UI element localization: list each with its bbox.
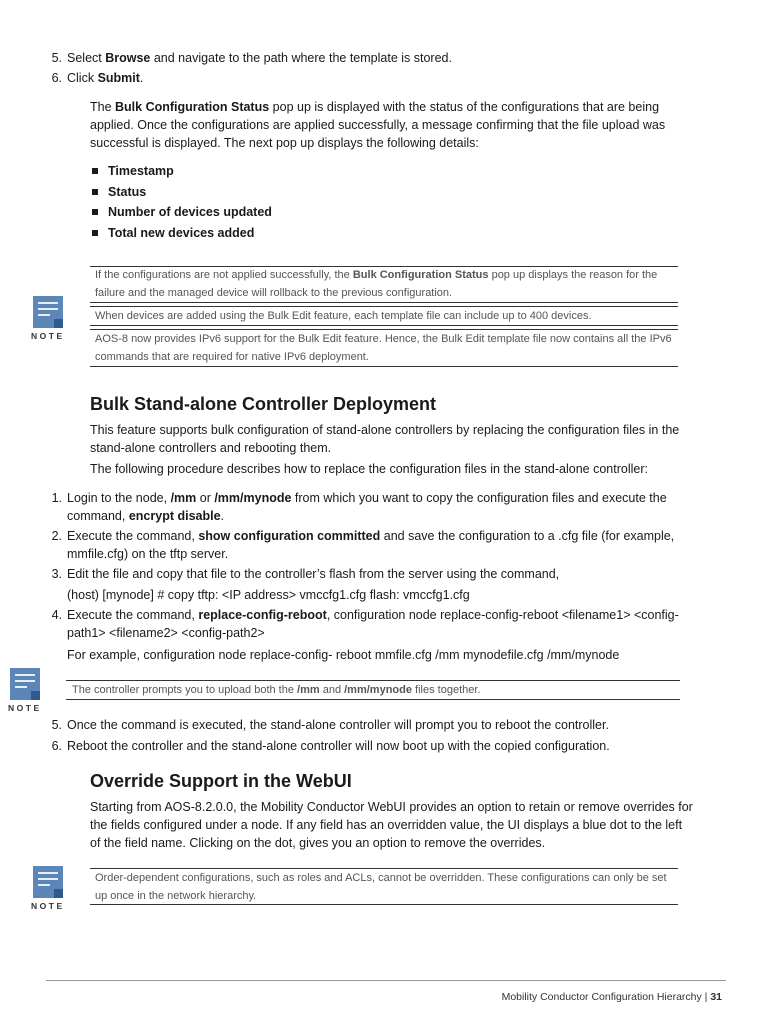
details-list — [90, 162, 490, 244]
footer-divider — [46, 980, 726, 981]
step-number: 3. — [51, 567, 62, 581]
section-paragraph: This feature supports bulk configuration of stand-alone controllers by replacing the configuration files in the stand-alone controllers and rebooting them. — [90, 423, 680, 455]
status-paragraph: The Bulk Configuration Status pop up is displayed with the status of the configurations that are being applied. Once the configurations are applied successfully, a message confirming that the file upload was successful is displayed. The next pop up displays the following details: — [90, 100, 666, 150]
footer-separator: | — [701, 991, 711, 1003]
step-text: Edit the file and copy that file to the controller’s flash from the server using the command, — [67, 567, 560, 581]
footer-title: Mobility Conductor Configuration Hierarchy — [501, 991, 702, 1003]
note-text-2: When devices are added using the Bulk Edit feature, each template file can include up to 400 devices. — [95, 310, 592, 322]
step-text: Select Browse and navigate to the path where the template is stored. — [67, 51, 452, 65]
step-text: Reboot the controller and the stand-alone controller will now boot up with the copied configuration. — [67, 739, 610, 753]
step-number: 6. — [51, 71, 62, 85]
note-label: NOTE — [8, 703, 42, 713]
section-paragraph: Starting from AOS-8.2.0.0, the Mobility Conductor WebUI provides an option to retain or remove overrides for the fields configured under a node. If any field has an overridden value, the UI displays a blue dot to the left of the field name. Clicking on the dot, gives you an option to remove the overrides. — [90, 800, 693, 850]
list-item: Timestamp — [90, 162, 490, 183]
step-number: 1. — [51, 491, 62, 505]
note-icon — [31, 296, 67, 341]
note-label: NOTE — [31, 331, 65, 341]
note-icon — [31, 866, 67, 911]
step-number: 6. — [51, 739, 62, 753]
step-text: Execute the command, show configuration committed and save the configuration to a .cfg file (for example, mmfile.cfg) on the tftp server. — [67, 529, 675, 561]
list-item: Number of devices updated — [90, 203, 490, 224]
note-text-3: AOS-8 now provides IPv6 support for the Bulk Edit feature. Hence, the Bulk Edit template file now contains all the IPv6 commands that are required for native IPv6 deployment. — [95, 333, 672, 363]
step-text: Once the command is executed, the stand-alone controller will prompt you to reboot the controller. — [67, 718, 609, 732]
divider — [90, 302, 678, 303]
list-item: Total new devices added — [90, 224, 490, 245]
divider — [66, 699, 680, 700]
note-text: The controller prompts you to upload both the /mm and /mm/mynode files together. — [72, 684, 481, 696]
note-text: Order-dependent configurations, such as roles and ACLs, cannot be overridden. These configurations can only be set up once in the network hierarchy. — [95, 872, 667, 902]
step-text: Login to the node, /mm or /mm/mynode from which you want to copy the configuration files and execute the command, encrypt disable. — [67, 491, 667, 523]
section-heading: Bulk Stand-alone Controller Deployment — [90, 394, 437, 414]
note-icon — [8, 668, 44, 713]
divider — [90, 366, 678, 367]
page-number: 31 — [710, 991, 722, 1003]
divider — [90, 325, 678, 326]
section-heading: Override Support in the WebUI — [90, 771, 352, 791]
example-text: For example, configuration node replace-config- reboot mmfile.cfg /mm mynodefile.cfg /mm/mynode — [67, 648, 620, 662]
note-text-1: If the configurations are not applied successfully, the Bulk Configuration Status pop up displays the reason for the failure and the managed device will rollback to the previous configuration. — [95, 269, 658, 299]
footer — [502, 988, 722, 1006]
section-paragraph: The following procedure describes how to replace the configuration files in the stand-alone controller: — [90, 462, 648, 476]
step-number: 5. — [51, 51, 62, 65]
list-item: Status — [90, 183, 490, 204]
step-number: 4. — [51, 608, 62, 622]
divider — [90, 904, 678, 905]
step-number: 5. — [51, 718, 62, 732]
command-text: (host) [mynode] # copy tftp: <IP address> vmccfg1.cfg flash: vmccfg1.cfg — [67, 588, 470, 602]
note-label: NOTE — [31, 901, 65, 911]
step-text: Execute the command, replace-config-reboot, configuration node replace-config-reboot <filename1> <config-path1> <filename2> <config-path2> — [67, 608, 679, 640]
step-text: Click Submit. — [67, 71, 144, 85]
step-number: 2. — [51, 529, 62, 543]
